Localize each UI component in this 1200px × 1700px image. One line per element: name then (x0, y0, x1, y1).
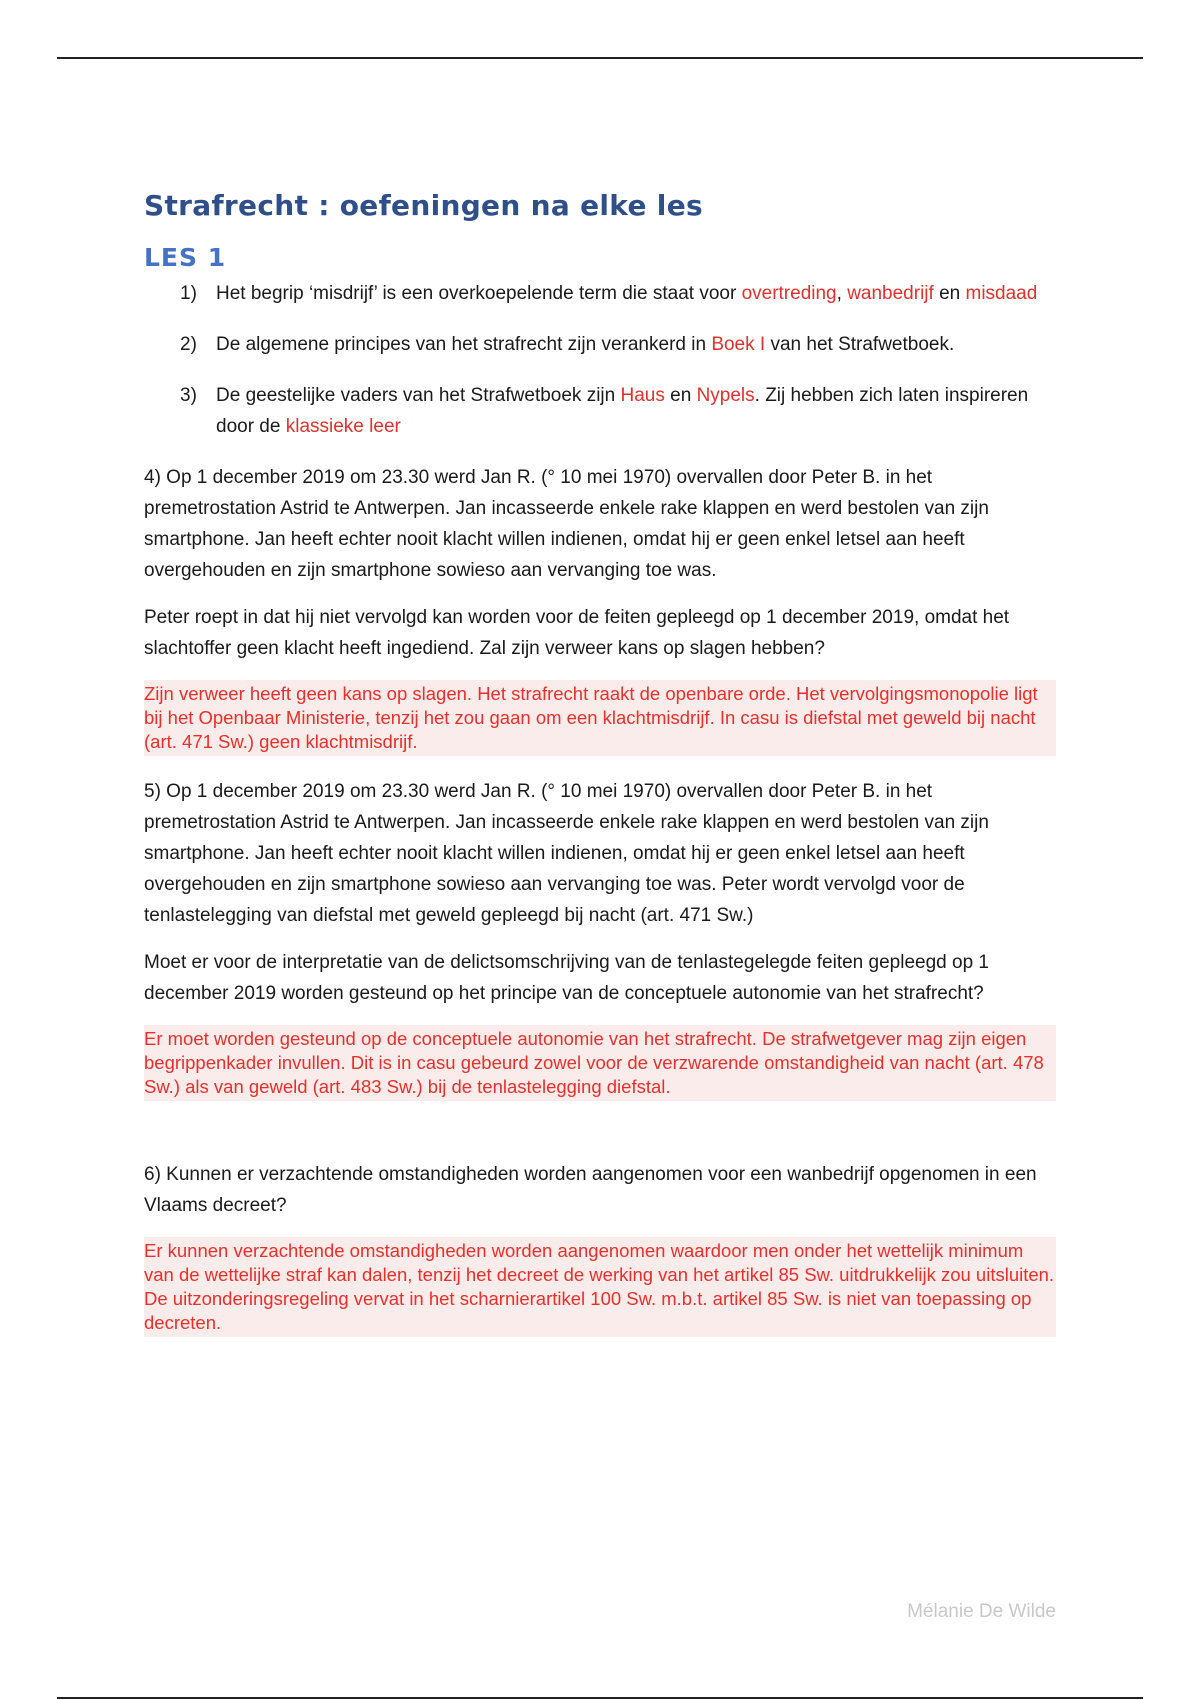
question-text: De algemene principes van het strafrecht zijn verankerd in (216, 334, 712, 355)
question-6-prompt: 6) Kunnen er verzachtende omstandigheden worden aangenomen voor een wanbedrijf opgenomen in een Vlaams decreet? (144, 1164, 1037, 1216)
answer-term: wanbedrijf (847, 283, 934, 304)
list-number: 2) (180, 334, 197, 355)
bottom-rule (57, 1697, 1143, 1699)
document-page (144, 188, 1056, 1357)
question-text: en (664, 385, 697, 406)
question-text: en (933, 283, 966, 304)
question-text: , (836, 283, 848, 304)
question-text: De geestelijke vaders van het Strafwetboek zijn (216, 385, 621, 406)
answer-term: Nypels (696, 385, 755, 406)
question-5-case: 5) Op 1 december 2019 om 23.30 werd Jan R. (° 10 mei 1970) overvallen door Peter B. in het premetrostation Astrid te Antwerpen. Jan incasseerde enkele rake klappen en werd bestolen van zijn smartphone. Jan heeft echter nooit klacht willen indienen, omdat hij er geen enkel letsel aan heeft overgehouden en zijn smartphone sowieso aan vervanging toe was. Peter wordt vervolgd voor de tenlastelegging van diefstal met geweld gepleegd bij nacht (art. 471 Sw.) (144, 781, 989, 926)
answer-term: misdaad (965, 283, 1038, 304)
list-item (144, 278, 1056, 309)
answer-4: Zijn verweer heeft geen kans op slagen. Het strafrecht raakt de openbare orde. Het vervolgingsmonopolie ligt bij het Openbaar Ministerie, tenzij het zou gaan om een klachtmisdrijf. In casu is diefstal met geweld bij nacht (art. 471 Sw.) geen klachtmisdrijf. (144, 680, 1056, 756)
list-item (144, 380, 1056, 442)
question-text: . Zij hebben zich laten inspireren door de (216, 385, 1029, 437)
document-title: Strafrecht : oefeningen na elke les (144, 189, 703, 222)
list-number: 3) (180, 385, 197, 406)
answer-term: Boek I (711, 334, 766, 355)
author-footer: Mélanie De Wilde (907, 1601, 1056, 1622)
question-4-prompt: Peter roept in dat hij niet vervolgd kan worden voor de feiten gepleegd op 1 december 2019, omdat het slachtoffer geen klacht heeft ingediend. Zal zijn verweer kans op slagen hebben? (144, 607, 1010, 659)
question-text: van het Strafwetboek. (765, 334, 955, 355)
section-heading: LES 1 (144, 243, 227, 272)
answer-term: Haus (620, 385, 665, 406)
answer-5: Er moet worden gesteund op de conceptuele autonomie van het strafrecht. De strafwetgever mag zijn eigen begrippenkader invullen. Dit is in casu gebeurd zowel voor de verzwarende omstandigheid van nacht (art. 478 Sw.) als van geweld (art. 483 Sw.) bij de tenlastelegging diefstal. (144, 1025, 1056, 1101)
question-5-prompt: Moet er voor de interpretatie van de delictsomschrijving van de tenlastegelegde feiten gepleegd op 1 december 2019 worden gesteund op het principe van de conceptuele autonomie van het strafrecht? (144, 952, 989, 1004)
question-4-case: 4) Op 1 december 2019 om 23.30 werd Jan R. (° 10 mei 1970) overvallen door Peter B. in het premetrostation Astrid te Antwerpen. Jan incasseerde enkele rake klappen en werd bestolen van zijn smartphone. Jan heeft echter nooit klacht willen indienen, omdat hij er geen enkel letsel aan heeft overgehouden en zijn smartphone sowieso aan vervanging toe was. (144, 467, 989, 581)
answer-term: klassieke leer (285, 416, 401, 437)
answer-term: overtreding (741, 283, 837, 304)
answer-6: Er kunnen verzachtende omstandigheden worden aangenomen waardoor men onder het wettelijk minimum van de wettelijke straf kan dalen, tenzij het decreet de werking van het artikel 85 Sw. uitdrukkelijk zou uitsluiten. De uitzonderingsregeling vervat in het scharnierartikel 100 Sw. m.b.t. artikel 85 Sw. is niet van toepassing op decreten. (144, 1237, 1056, 1337)
top-rule (57, 57, 1143, 59)
list-item (144, 329, 1056, 360)
spacer (144, 1121, 1056, 1159)
list-number: 1) (180, 283, 197, 304)
question-text: Het begrip ‘misdrijf’ is een overkoepelende term die staat voor (216, 283, 742, 304)
numbered-question-list (144, 278, 1056, 442)
